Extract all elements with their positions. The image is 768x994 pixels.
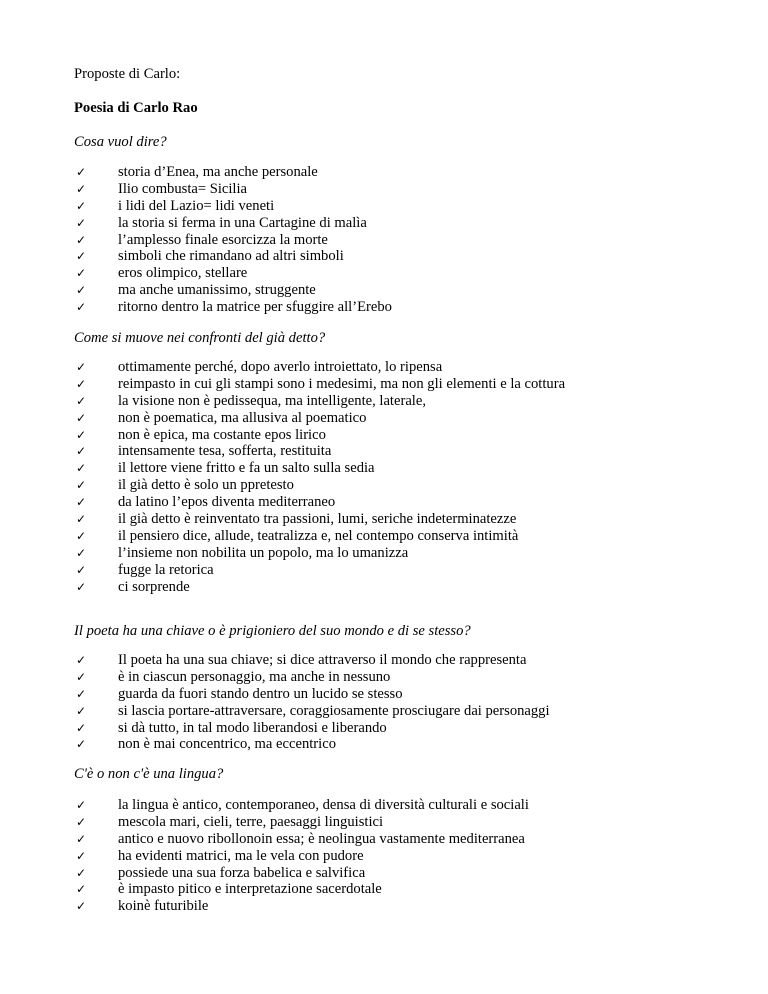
section-list-4 xyxy=(74,797,754,915)
check-icon: ✓ xyxy=(76,165,87,179)
list-item: ✓ possiede una sua forza babelica e salvifica xyxy=(76,864,366,881)
section-question-4: C'è o non c'è una lingua? xyxy=(74,766,224,782)
check-icon: ✓ xyxy=(76,899,87,914)
list-item: ✓ ci sorprende xyxy=(76,578,190,595)
check-icon: ✓ xyxy=(76,249,87,264)
check-icon: ✓ xyxy=(76,848,87,863)
check-icon: ✓ xyxy=(76,545,87,560)
list-item: ✓ fugge la retorica xyxy=(76,561,214,578)
list-item: ✓ si lascia portare-attraversare, coraggiosamente prosciugare dai personaggi xyxy=(76,702,550,719)
check-icon: ✓ xyxy=(76,300,87,315)
list-item: ✓ ha evidenti matrici, ma le vela con pudore xyxy=(76,847,364,864)
check-icon: ✓ xyxy=(76,376,87,391)
check-icon: ✓ xyxy=(76,882,87,897)
section-question-1: Cosa vuol dire? xyxy=(74,134,167,150)
check-icon: ✓ xyxy=(76,444,87,459)
list-item: ✓ mescola mari, cieli, terre, paesaggi linguistici xyxy=(76,813,384,830)
check-icon: ✓ xyxy=(76,232,87,247)
list-item: ✓ intensamente tesa, sofferta, restituita xyxy=(76,443,332,460)
check-icon: ✓ xyxy=(76,478,87,493)
check-icon: ✓ xyxy=(76,579,87,594)
check-icon: ✓ xyxy=(76,410,87,425)
section-question-2: Come si muove nei confronti del già detto? xyxy=(74,330,326,346)
check-icon: ✓ xyxy=(76,669,87,684)
list-item: ✓ la lingua è antico, contemporaneo, densa di diversità culturali e sociali xyxy=(76,797,529,813)
check-icon: ✓ xyxy=(76,512,87,527)
check-icon: ✓ xyxy=(76,703,87,718)
list-item: ✓ guarda da fuori stando dentro un lucido se stesso xyxy=(76,685,403,702)
list-item: ✓ i lidi del Lazio= lidi veneti xyxy=(76,197,275,214)
poem-title: Poesia di Carlo Rao xyxy=(74,100,198,116)
check-icon: ✓ xyxy=(76,686,87,701)
list-item: ✓ il pensiero dice, allude, teatralizza e, nel contempo conserva intimità xyxy=(76,527,519,544)
check-icon: ✓ xyxy=(76,266,87,281)
check-icon: ✓ xyxy=(76,427,87,442)
list-item: ✓ antico e nuovo ribollonoin essa; è neolingua vastamente mediterranea xyxy=(76,830,525,847)
list-item: ✓ non è mai concentrico, ma eccentrico xyxy=(76,736,336,753)
check-icon: ✓ xyxy=(76,814,87,829)
list-item: ✓ Il poeta ha una sua chiave; si dice attraverso il mondo che rappresenta xyxy=(76,652,527,668)
list-item: ✓ Ilio combusta= Sicilia xyxy=(76,180,248,197)
list-item: ✓ simboli che rimandano ad altri simboli xyxy=(76,248,344,265)
section-list-1 xyxy=(74,164,754,316)
check-icon: ✓ xyxy=(76,495,87,510)
list-item: ✓ il lettore viene fritto e fa un salto sulla sedia xyxy=(76,460,375,477)
list-item: ✓ ritorno dentro la matrice per sfuggire all’Erebo xyxy=(76,299,392,316)
check-icon: ✓ xyxy=(76,653,87,667)
list-item: ✓ non è poematica, ma allusiva al poematico xyxy=(76,409,367,426)
list-item: ✓ ottimamente perché, dopo averlo introiettato, lo ripensa xyxy=(76,359,443,375)
check-icon: ✓ xyxy=(76,215,87,230)
list-item: ✓ ma anche umanissimo, struggente xyxy=(76,282,316,299)
list-item: ✓ è impasto pitico e interpretazione sacerdotale xyxy=(76,881,382,898)
list-item: ✓ eros olimpico, stellare xyxy=(76,265,248,282)
list-item: ✓ il già detto è reinventato tra passioni, lumi, seriche indeterminatezze xyxy=(76,511,517,528)
list-item: ✓ si dà tutto, in tal modo liberandosi e liberando xyxy=(76,719,387,736)
check-icon: ✓ xyxy=(76,393,87,408)
check-icon: ✓ xyxy=(76,181,87,196)
list-item: ✓ il già detto è solo un ppretesto xyxy=(76,477,294,494)
check-icon: ✓ xyxy=(76,283,87,298)
check-icon: ✓ xyxy=(76,865,87,880)
check-icon: ✓ xyxy=(76,198,87,213)
list-item: ✓ non è epica, ma costante epos lirico xyxy=(76,426,326,443)
check-icon: ✓ xyxy=(76,528,87,543)
list-item: ✓ è in ciascun personaggio, ma anche in nessuno xyxy=(76,668,391,685)
check-icon: ✓ xyxy=(76,360,87,374)
list-item: ✓ koinè futuribile xyxy=(76,898,209,915)
list-item: ✓ la visione non è pedissequa, ma intelligente, laterale, xyxy=(76,392,426,409)
check-icon: ✓ xyxy=(76,562,87,577)
list-item: ✓ storia d’Enea, ma anche personale xyxy=(76,164,318,180)
check-icon: ✓ xyxy=(76,720,87,735)
list-item: ✓ da latino l’epos diventa mediterraneo xyxy=(76,494,336,511)
list-item: ✓ l’insieme non nobilita un popolo, ma lo umanizza xyxy=(76,544,409,561)
intro-line: Proposte di Carlo: xyxy=(74,66,181,82)
list-item: ✓ reimpasto in cui gli stampi sono i medesimi, ma non gli elementi e la cottura xyxy=(76,375,566,392)
section-question-3: Il poeta ha una chiave o è prigioniero del suo mondo e di se stesso? xyxy=(74,623,471,639)
check-icon: ✓ xyxy=(76,831,87,846)
check-icon: ✓ xyxy=(76,737,87,752)
list-item: ✓ la storia si ferma in una Cartagine di malìa xyxy=(76,214,367,231)
list-item: ✓ l’amplesso finale esorcizza la morte xyxy=(76,231,328,248)
check-icon: ✓ xyxy=(76,461,87,476)
section-list-3 xyxy=(74,652,754,753)
check-icon: ✓ xyxy=(76,798,87,812)
section-list-2 xyxy=(74,359,754,595)
